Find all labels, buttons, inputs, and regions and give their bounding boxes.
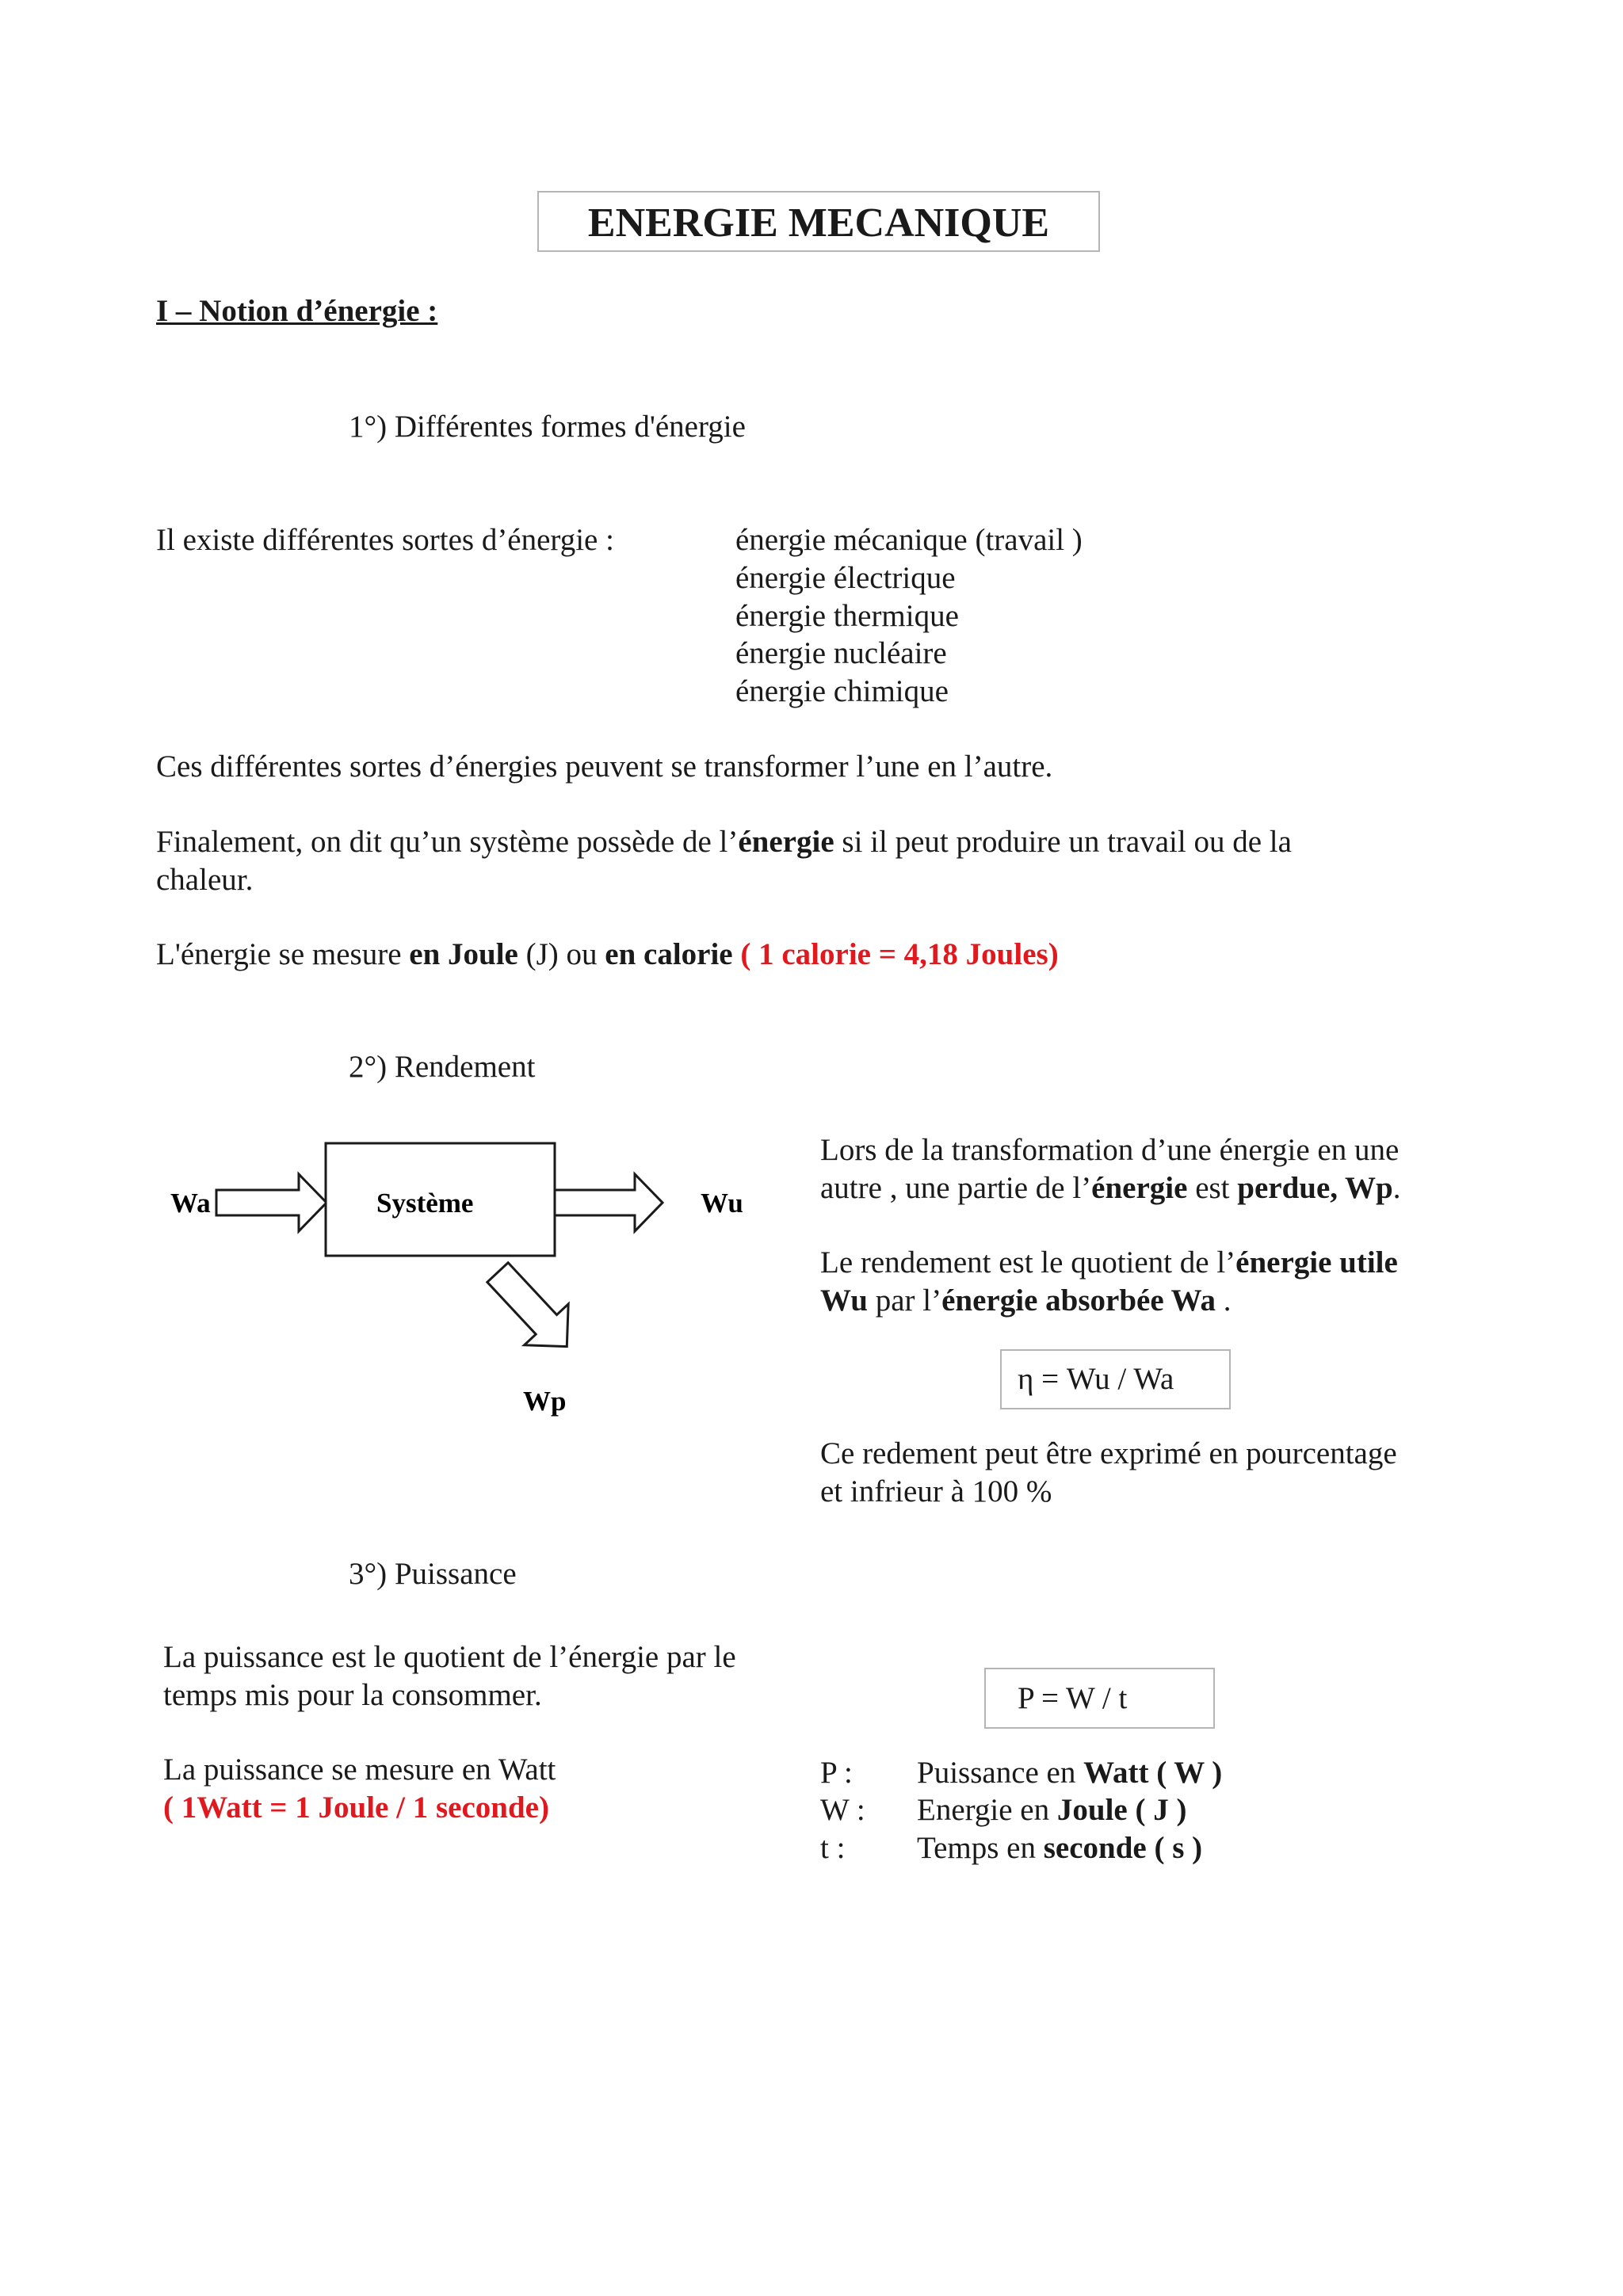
definition-line-2: chaleur. [156,863,254,897]
text-run: . [1216,1283,1232,1318]
text-run: L'énergie se mesure [156,937,410,971]
diagram-loss-label: Wp [523,1386,567,1417]
text-run: est [1187,1171,1238,1205]
text-run: Puissance en [917,1756,1084,1790]
text-run: . [1392,1171,1401,1205]
diagram-input-label: Wa [170,1188,211,1219]
output-arrow [555,1174,663,1231]
legend-description [917,1791,1186,1829]
percentage-line-2: et infrieur à 100 % [820,1474,1052,1508]
text-run: énergie [738,825,834,859]
text-run: énergie utile [1235,1245,1398,1280]
energy-form: énergie nucléaire [735,636,947,670]
text-run: Temps en [917,1831,1044,1865]
energy-form: énergie chimique [735,674,949,708]
text-run: Watt ( W ) [1083,1756,1223,1790]
page-title: ENERGIE MECANIQUE [587,200,1050,246]
text-run: si il peut produire un travail ou de la [834,825,1292,859]
title-box [537,191,1100,252]
efficiency-diagram [158,1133,792,1434]
text-run: par l’ [868,1283,942,1318]
text-run: Finalement, on dit qu’un système possède de l’ [156,825,739,859]
section-heading: I – Notion d’énergie : [156,294,438,328]
measure-line [156,936,1059,974]
text-run: Joule ( J ) [1056,1793,1187,1827]
percentage-line-1: Ce redement peut être exprimé en pourcentage [820,1436,1397,1470]
energy-form: énergie mécanique (travail ) [735,523,1083,557]
power-unit-line: La puissance se mesure en Watt [163,1753,556,1787]
efficiency-line-1 [820,1244,1398,1282]
energy-form: énergie électrique [735,561,956,595]
transform-paragraph: Ces différentes sortes d’énergies peuvent se transformer l’une en l’autre. [156,749,1053,784]
diagram-output-label: Wu [701,1188,743,1219]
text-run: seconde ( s ) [1043,1831,1203,1865]
subsection-1-title: 1°) Différentes formes d'énergie [349,410,746,444]
loss-line-1: Lors de la transformation d’une énergie en une [820,1133,1400,1167]
watt-definition: ( 1Watt = 1 Joule / 1 seconde) [163,1791,549,1825]
forms-intro: Il existe différentes sortes d’énergie : [156,523,614,557]
text-run: (J) ou [517,937,605,971]
loss-line-2 [820,1169,1401,1207]
text-run: en calorie [605,937,733,971]
text-run: énergie absorbée Wa [941,1283,1216,1318]
text-run: Wu [820,1283,868,1318]
efficiency-formula: η = Wu / Wa [1018,1362,1174,1396]
input-arrow [216,1174,327,1231]
efficiency-line-2 [820,1282,1232,1320]
text-run: perdue, Wp [1237,1171,1393,1205]
legend-symbol: W : [820,1793,865,1827]
text-run: ( 1 calorie = 4,18 Joules) [732,937,1059,971]
loss-arrow [475,1252,589,1367]
text-run: énergie [1091,1171,1188,1205]
efficiency-formula-box [1000,1349,1231,1409]
power-formula: P = W / t [1018,1681,1128,1715]
text-run: autre , une partie de l’ [820,1171,1092,1205]
text-run: Le rendement est le quotient de l’ [820,1245,1236,1280]
power-formula-box [984,1668,1215,1729]
legend-description [917,1829,1202,1867]
definition-line-1 [156,823,1292,861]
power-def-line-2: temps mis pour la consommer. [163,1678,542,1712]
subsection-3-title: 3°) Puissance [349,1557,517,1591]
subsection-2-title: 2°) Rendement [349,1050,536,1084]
legend-description [917,1754,1222,1792]
text-run: en Joule [409,937,518,971]
text-run: Energie en [917,1793,1057,1827]
power-def-line-1: La puissance est le quotient de l’énergie par le [163,1640,736,1674]
legend-symbol: t : [820,1831,846,1865]
diagram-system-label: Système [376,1188,474,1219]
legend-symbol: P : [820,1756,853,1790]
energy-form: énergie thermique [735,599,959,633]
